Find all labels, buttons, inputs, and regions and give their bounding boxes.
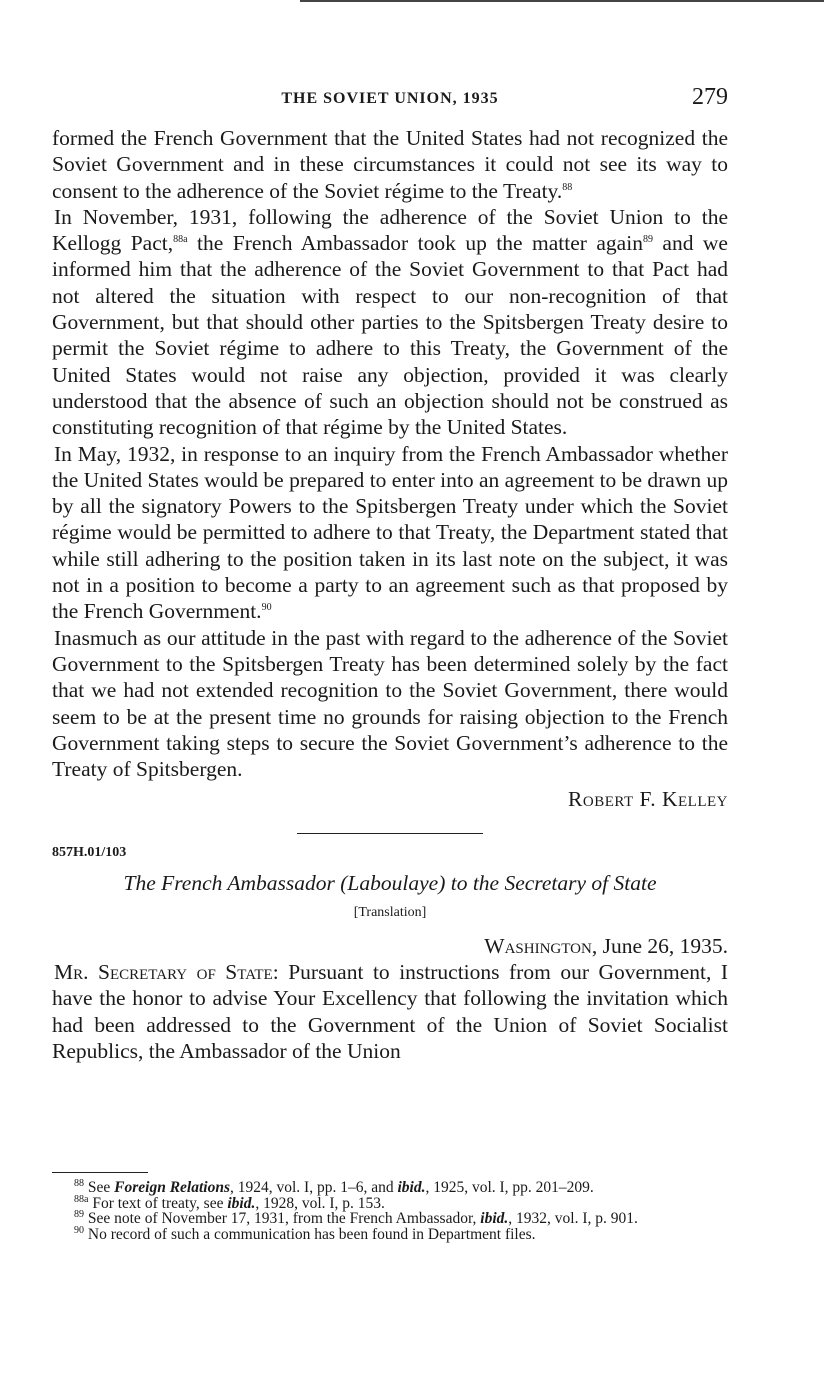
signature: Robert F. Kelley [568,787,728,812]
footnote-ref-88a: 88a [173,234,188,246]
footnote-90 [52,1224,728,1243]
section-divider [297,833,483,834]
footnote-citation: ibid. [397,1179,426,1196]
footnote-89 [52,1208,728,1227]
footnote-number: 90 [74,1224,84,1236]
dateline-place: Washington [484,933,592,958]
paragraph-4: Inasmuch as our attitude in the past with regard to the adherence of the Soviet Government to the Spitsbergen Treaty has been determined solely by the fact that we had not extended recognition to the Soviet Government, there would seem to be at the present time no grounds for raising objection to the French Government taking steps to secure the Soviet Government’s adherence to the Treaty of Spitsbergen. [52,625,728,782]
footnote-text: See [87,1179,115,1196]
page-number: 279 [692,84,728,110]
footnote-88 [52,1177,728,1196]
paragraph-3-text: In May, 1932, in response to an inquiry from the French Ambassador whether the United States would be prepared to enter into an agreement to be drawn up by all the signatory Powers to the Spitsbergen Treaty under which the Soviet régime would be permitted to adhere to that Treaty, the Department stated that while still adhering to the position taken in its last note on the subject, it was not in a position to become a party to an agreement such as that proposed by the French Government. [52,441,728,624]
footnote-ref-89: 89 [642,234,653,246]
footnote-text: No record of such a communication has been found in Department files. [87,1225,536,1243]
document-title: The French Ambassador (Laboulaye) to the Secretary of State [123,871,657,896]
footnote-number: 88 [74,1177,84,1189]
file-number: 857H.01/103 [52,844,127,860]
footnote-88a [52,1193,728,1212]
page-header [52,84,728,114]
letter-opening-text: : Pursuant to instructions from our Government, I have the honor to advise Your Excellency that following the invitation which had been addressed to the Government of the Union of Soviet Socialist Republics, the Ambassador of the Union [52,959,729,1063]
paragraph-3 [52,441,728,625]
footnote-text: , 1925, vol. I, pp. 201–209. [425,1179,594,1196]
footnote-ref-88: 88 [562,181,573,193]
dateline [52,933,728,959]
salutation: Mr. Secretary of State [54,959,273,984]
footnote-citation: ibid. [227,1194,256,1212]
footnote-text: For text of treaty, see [92,1194,228,1212]
footnote-text: See note of November 17, 1931, from the French Ambassador, [87,1210,481,1227]
footnote-text: , 1924, vol. I, pp. 1–6, and [229,1179,398,1196]
footnote-rule [52,1172,148,1173]
paragraph-2-text-b: the French Ambassador took up the matter again [187,231,643,256]
paragraph-1-text: formed the French Government that the United States had not recognized the Soviet Government and in these circumstances it could not see its way to consent to the adherence of the Soviet régime to the Treaty. [52,126,728,203]
page-body [52,125,728,1064]
footnote-number: 88a [74,1193,89,1205]
footnotes [52,1177,728,1243]
paragraph-2 [52,204,728,441]
top-border-line [300,0,824,2]
paragraph-2-text-a: In November, 1931, following the adherence of the Soviet Union to the Kellogg Pact, [52,204,728,256]
running-title: THE SOVIET UNION, 1935 [281,90,499,107]
footnote-citation: ibid. [480,1210,509,1227]
footnote-ref-90: 90 [261,602,272,614]
translation-note: [Translation] [353,905,427,921]
paragraph-1 [52,125,728,204]
footnote-text: , 1928, vol. I, p. 153. [255,1194,385,1212]
footnote-number: 89 [74,1208,84,1220]
letter-opening [52,959,728,1064]
paragraph-2-text-c: and we informed him that the adherence of the Soviet Government to that Pact had not altered the situation with respect to our non-recognition of that Government, but that should other parties to the Spitsbergen Treaty desire to permit the Soviet régime to adhere to this Treaty, the Government of the United States would not raise any objection, provided it was clearly understood that the absence of such an objection should not be construed as constituting recognition of that régime by the United States. [52,231,728,440]
dateline-date: , June 26, 1935. [591,933,728,958]
footnote-text: , 1932, vol. I, p. 901. [508,1210,638,1227]
footnote-citation: Foreign Relations [114,1179,230,1196]
